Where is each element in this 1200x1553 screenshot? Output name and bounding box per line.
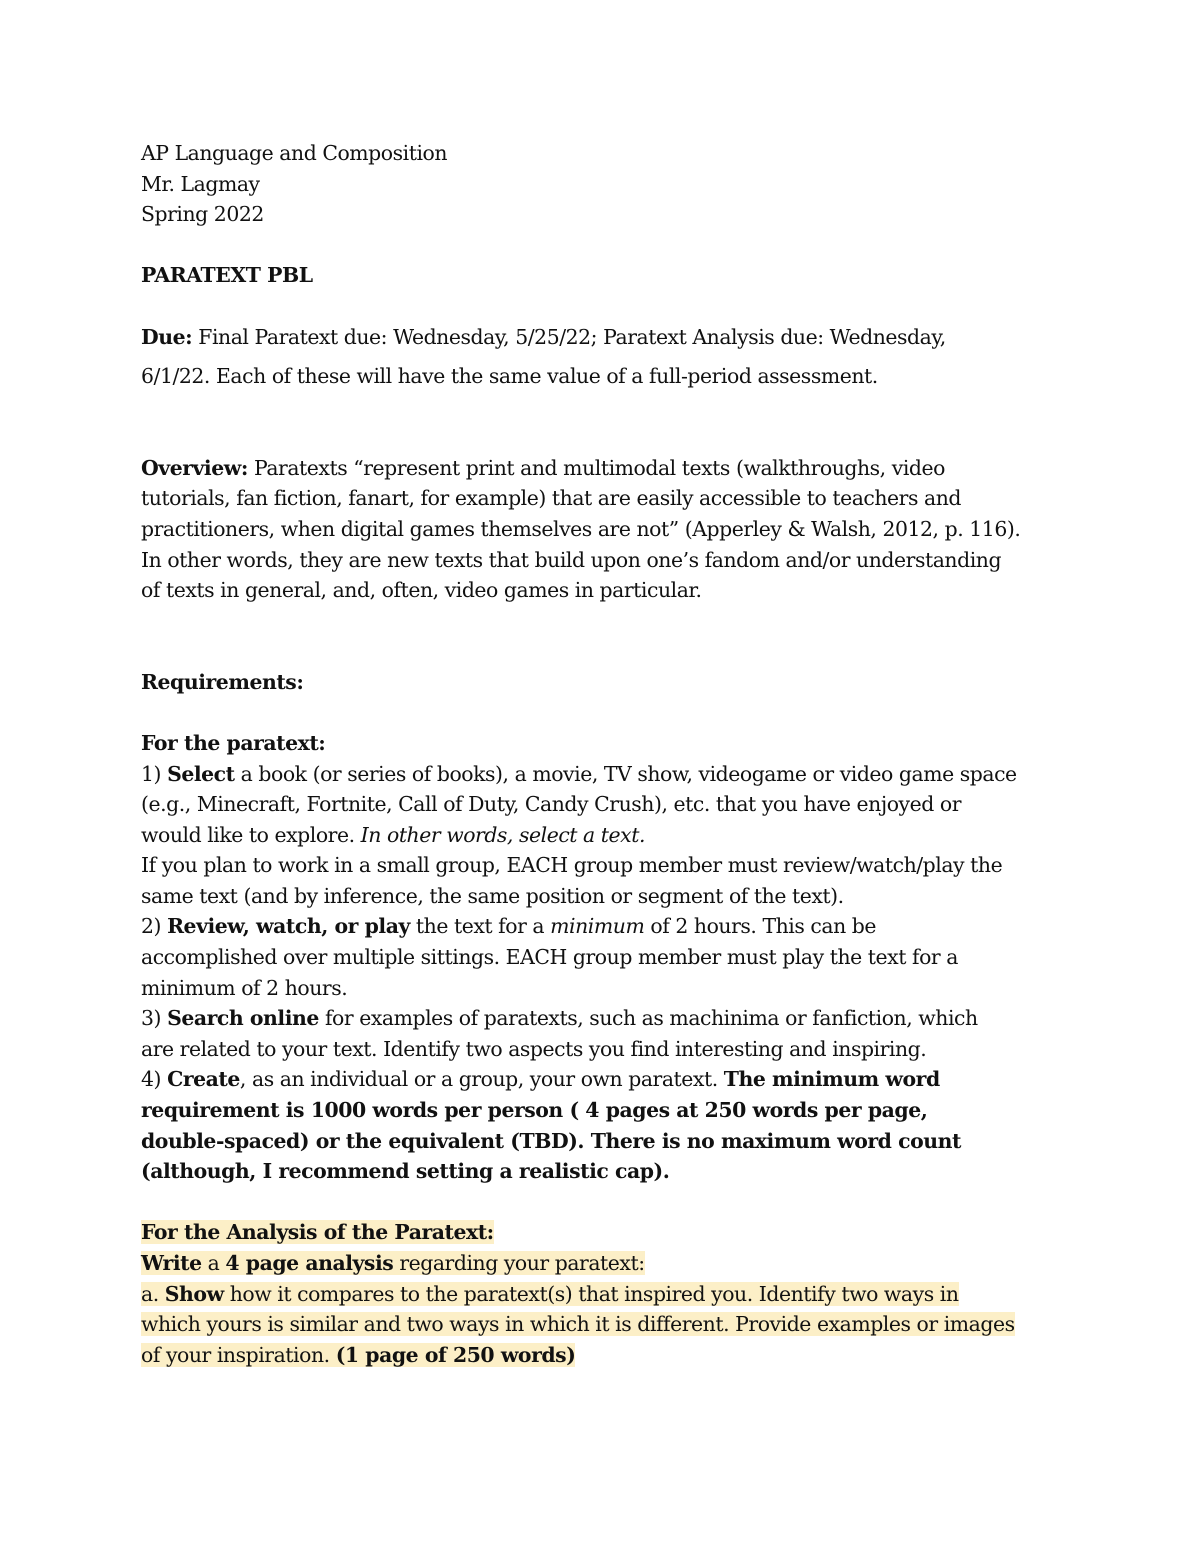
analysis-heading: For the Analysis of the Paratext: [141, 1220, 494, 1245]
step-3-line-2: are related to your text. Identify two aspects you find interesting and inspiring. [141, 1036, 927, 1061]
step-1-line-2: (e.g., Minecraft, Fortnite, Call of Duty, Candy Crush), etc. that you have enjoyed or [141, 792, 961, 817]
step-1-line-1: 1) Select a book (or series of books), a movie, TV show, videogame or video game space [141, 761, 1017, 786]
step-2-line-3: minimum of 2 hours. [141, 975, 348, 1000]
step-2-line-2: accomplished over multiple sittings. EACH group member must play the text for a [141, 945, 958, 970]
analysis-a-line-2: which yours is similar and two ways in which it is different. Provide examples or images [141, 1312, 1015, 1337]
step-1-line-5: same text (and by inference, the same position or segment of the text). [141, 883, 844, 908]
step-4-line-2: requirement is 1000 words per person ( 4 pages at 250 words per page, [141, 1098, 928, 1123]
due-line-2: 6/1/22. Each of these will have the same value of a full-period assessment. [141, 364, 878, 389]
step-1-line-3: would like to explore. In other words, select a text. [141, 822, 645, 847]
document-title: PARATEXT PBL [141, 263, 313, 288]
overview-line-3: practitioners, when digital games themselves are not” (Apperley & Walsh, 2012, p. 116). [141, 516, 1021, 541]
step-4-line-4: (although, I recommend setting a realistic cap). [141, 1159, 670, 1184]
analysis-section [141, 1217, 1061, 1370]
analysis-a-line-1: a. Show how it compares to the paratext(s) that inspired you. Identify two ways in [141, 1281, 959, 1306]
step-4-line-1: 4) Create, as an individual or a group, your own paratext. The minimum word [141, 1067, 940, 1092]
paratext-heading: For the paratext: [141, 730, 326, 755]
due-line-1: Due: Final Paratext due: Wednesday, 5/25/22; Paratext Analysis due: Wednesday, [141, 324, 946, 349]
teacher-name: Mr. Lagmay [141, 171, 260, 196]
due-section [141, 322, 1061, 392]
document-page [141, 138, 1061, 1370]
step-1-line-4: If you plan to work in a small group, EACH group member must review/watch/play the [141, 853, 1003, 878]
step-2-line-1: 2) Review, watch, or play the text for a minimum of 2 hours. This can be [141, 914, 877, 939]
analysis-write-line: Write a 4 page analysis regarding your paratext: [141, 1251, 645, 1275]
overview-line-2: tutorials, fan fiction, fanart, for example) that are easily accessible to teachers and [141, 486, 962, 511]
overview-line-5: of texts in general, and, often, video games in particular. [141, 578, 702, 603]
step-4-line-3: double-spaced) or the equivalent (TBD). There is no maximum word count [141, 1128, 961, 1153]
step-3-line-1: 3) Search online for examples of paratexts, such as machinima or fanfiction, which [141, 1006, 978, 1031]
analysis-a-line-3: of your inspiration. (1 page of 250 words) [141, 1342, 576, 1367]
requirements-heading: Requirements: [141, 669, 304, 694]
overview-line-4: In other words, they are new texts that build upon one’s fandom and/or understanding [141, 547, 1002, 572]
term: Spring 2022 [141, 202, 264, 227]
paratext-requirements [141, 728, 1061, 1187]
overview-section [141, 453, 1061, 606]
overview-line-1: Overview: Paratexts “represent print and multimodal texts (walkthroughs, video [141, 455, 945, 480]
course-name: AP Language and Composition [141, 141, 448, 165]
